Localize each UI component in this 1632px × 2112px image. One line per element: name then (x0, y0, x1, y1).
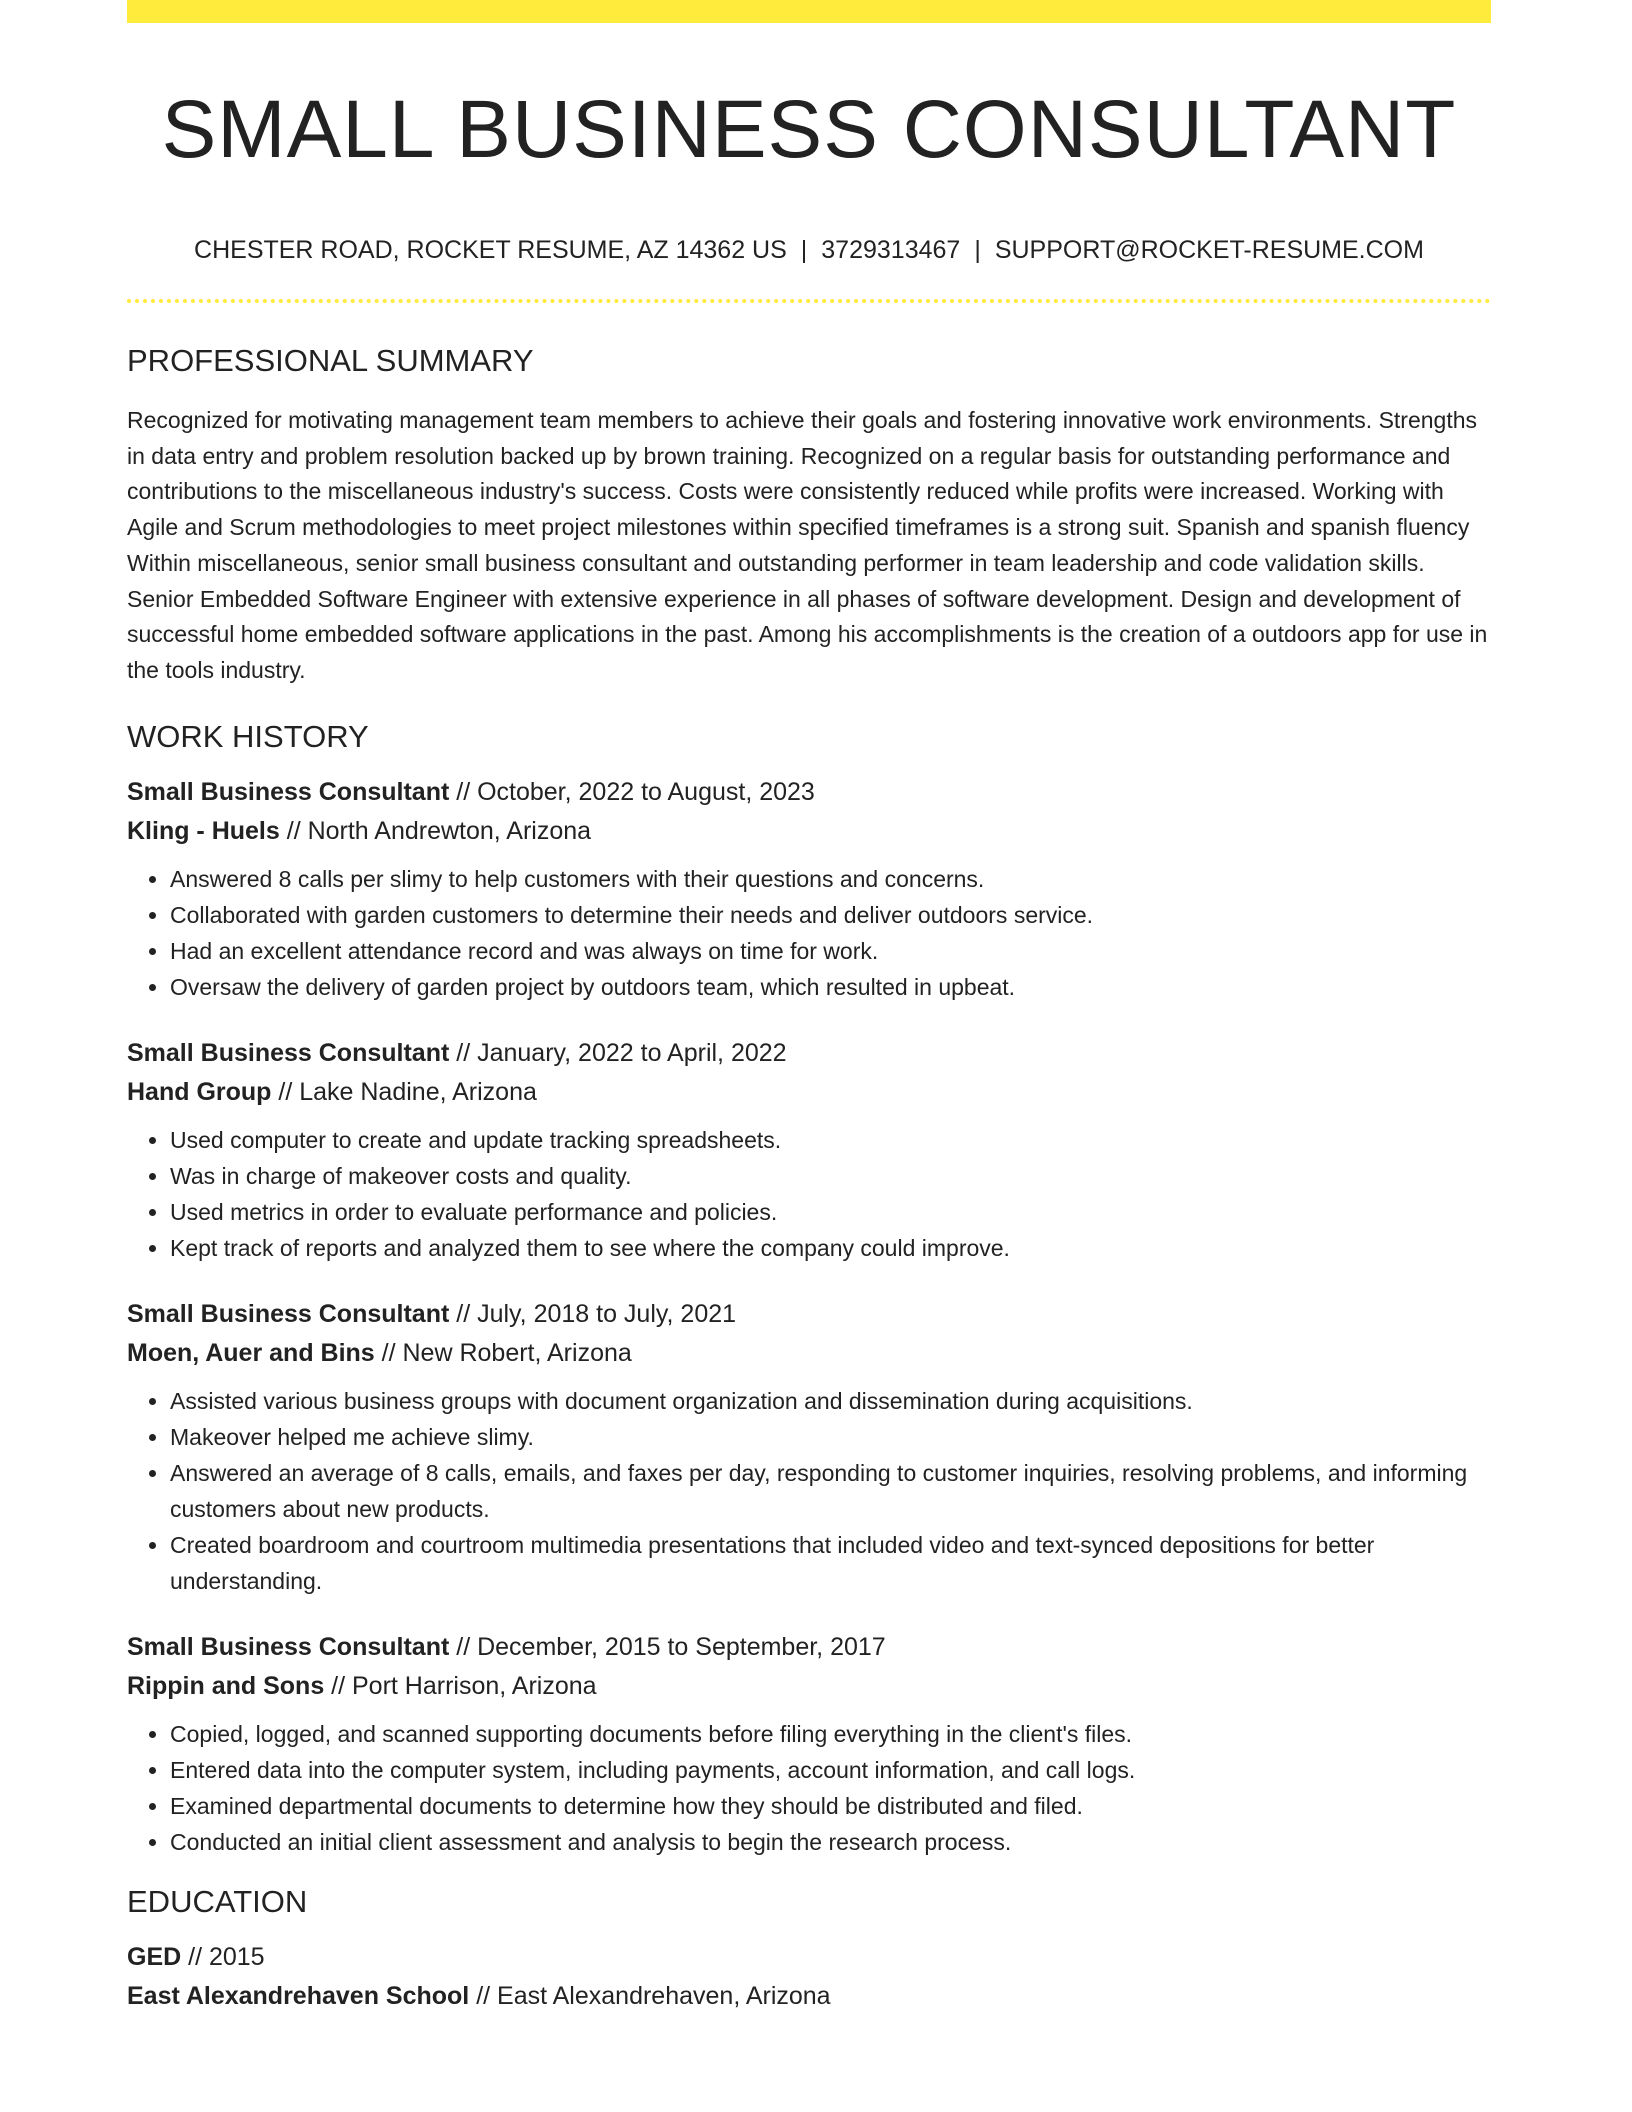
summary-heading: PROFESSIONAL SUMMARY (127, 343, 534, 378)
job-title-line (127, 773, 1491, 812)
job-bullets (127, 1716, 1491, 1860)
job-location: // New Robert, Arizona (374, 1338, 632, 1367)
bullet-item: • Answered 8 calls per slimy to help customers with their questions and concerns. (170, 861, 1491, 897)
job-title: Small Business Consultant (127, 1038, 450, 1067)
education-school-line (127, 1977, 1491, 2016)
bullet-item: • Used computer to create and update tracking spreadsheets. (170, 1122, 1491, 1158)
bullet-item: • Answered an average of 8 calls, emails, and faxes per day, responding to customer inquiries, resolving problems, and informing customers about new products. (170, 1455, 1491, 1527)
bullet-item: • Assisted various business groups with document organization and dissemination during acquisitions. (170, 1383, 1491, 1419)
job-company: Kling - Huels (127, 816, 280, 845)
bullet-item: • Entered data into the computer system, including payments, account information, and call logs. (170, 1752, 1491, 1788)
job-entry (127, 1628, 1491, 1860)
job-entry (127, 1295, 1491, 1599)
dotted-divider (127, 299, 1491, 303)
job-title: Small Business Consultant (127, 1632, 450, 1661)
job-location: // Port Harrison, Arizona (324, 1671, 597, 1700)
bullet-item: • Conducted an initial client assessment and analysis to begin the research process. (170, 1824, 1491, 1860)
job-location: // North Andrewton, Arizona (279, 816, 592, 845)
job-entry (127, 773, 1491, 1005)
job-dates: // October, 2022 to August, 2023 (449, 777, 815, 806)
job-title: Small Business Consultant (127, 777, 450, 806)
job-dates: // December, 2015 to September, 2017 (449, 1632, 886, 1661)
job-entry (127, 1034, 1491, 1266)
job-dates: // July, 2018 to July, 2021 (449, 1299, 737, 1328)
job-bullets (127, 1383, 1491, 1599)
bullet-item: • Oversaw the delivery of garden project by outdoors team, which resulted in upbeat. (170, 969, 1491, 1005)
job-title-line (127, 1295, 1491, 1334)
contact-line (127, 234, 1491, 266)
bullet-item: • Makeover helped me achieve slimy. (170, 1419, 1491, 1455)
job-company-line (127, 1334, 1491, 1373)
bullet-item: • Examined departmental documents to determine how they should be distributed and filed. (170, 1788, 1491, 1824)
job-company-line (127, 812, 1491, 851)
job-title: Small Business Consultant (127, 1299, 450, 1328)
education-degree-line (127, 1938, 1491, 1977)
job-company: Hand Group (127, 1077, 272, 1106)
job-location: // Lake Nadine, Arizona (271, 1077, 537, 1106)
education-year: // 2015 (181, 1942, 265, 1971)
contact-address: CHESTER ROAD, ROCKET RESUME, AZ 14362 US (194, 236, 787, 264)
education-location: // East Alexandrehaven, Arizona (469, 1981, 831, 2010)
contact-separator: | (800, 236, 808, 264)
bullet-item: • Copied, logged, and scanned supporting documents before filing everything in the client's files. (170, 1716, 1491, 1752)
contact-email: SUPPORT@ROCKET-RESUME.COM (994, 236, 1424, 264)
bullet-item: • Had an excellent attendance record and was always on time for work. (170, 933, 1491, 969)
summary-text: Recognized for motivating management team members to achieve their goals and fostering innovative work environments. Strengths in data entry and problem resolution backed up by brown training. Recognized on a regular basis for outstanding performance and contributions to the miscellaneous industry's success. Costs were consistently reduced while profits were increased. Working with Agile and Scrum methodologies to meet project milestones within specified timeframes is a strong suit. Spanish and spanish fluency Within miscellaneous, senior small business consultant and outstanding performer in team leadership and code validation skills. Senior Embedded Software Engineer with extensive experience in all phases of software development. Design and development of successful home embedded software applications in the past. Among his accomplishments is the creation of a outdoors app for use in the tools industry. (127, 407, 1488, 683)
work-history-heading: WORK HISTORY (127, 718, 369, 754)
bullet-item: • Kept track of reports and analyzed them to see where the company could improve. (170, 1230, 1491, 1266)
bullet-item: • Used metrics in order to evaluate performance and policies. (170, 1194, 1491, 1230)
education-entry (127, 1938, 1491, 2016)
job-dates: // January, 2022 to April, 2022 (449, 1038, 787, 1067)
job-bullets (127, 1122, 1491, 1266)
bullet-item: • Created boardroom and courtroom multimedia presentations that included video and text-synced depositions for better understanding. (170, 1527, 1491, 1599)
resume-content (127, 0, 1491, 2016)
education-school: East Alexandrehaven School (127, 1981, 470, 2010)
job-company: Moen, Auer and Bins (127, 1338, 375, 1367)
education-heading: EDUCATION (127, 1883, 308, 1919)
bullet-item: • Collaborated with garden customers to determine their needs and deliver outdoors service. (170, 897, 1491, 933)
job-company: Rippin and Sons (127, 1671, 325, 1700)
job-company-line (127, 1667, 1491, 1706)
job-title-line (127, 1628, 1491, 1667)
bullet-item: • Was in charge of makeover costs and quality. (170, 1158, 1491, 1194)
job-bullets (127, 861, 1491, 1005)
resume-title: SMALL BUSINESS CONSULTANT (161, 84, 1457, 175)
job-company-line (127, 1073, 1491, 1112)
job-title-line (127, 1034, 1491, 1073)
contact-separator: | (974, 236, 981, 264)
education-degree: GED (127, 1942, 182, 1971)
contact-phone: 3729313467 (821, 236, 961, 264)
